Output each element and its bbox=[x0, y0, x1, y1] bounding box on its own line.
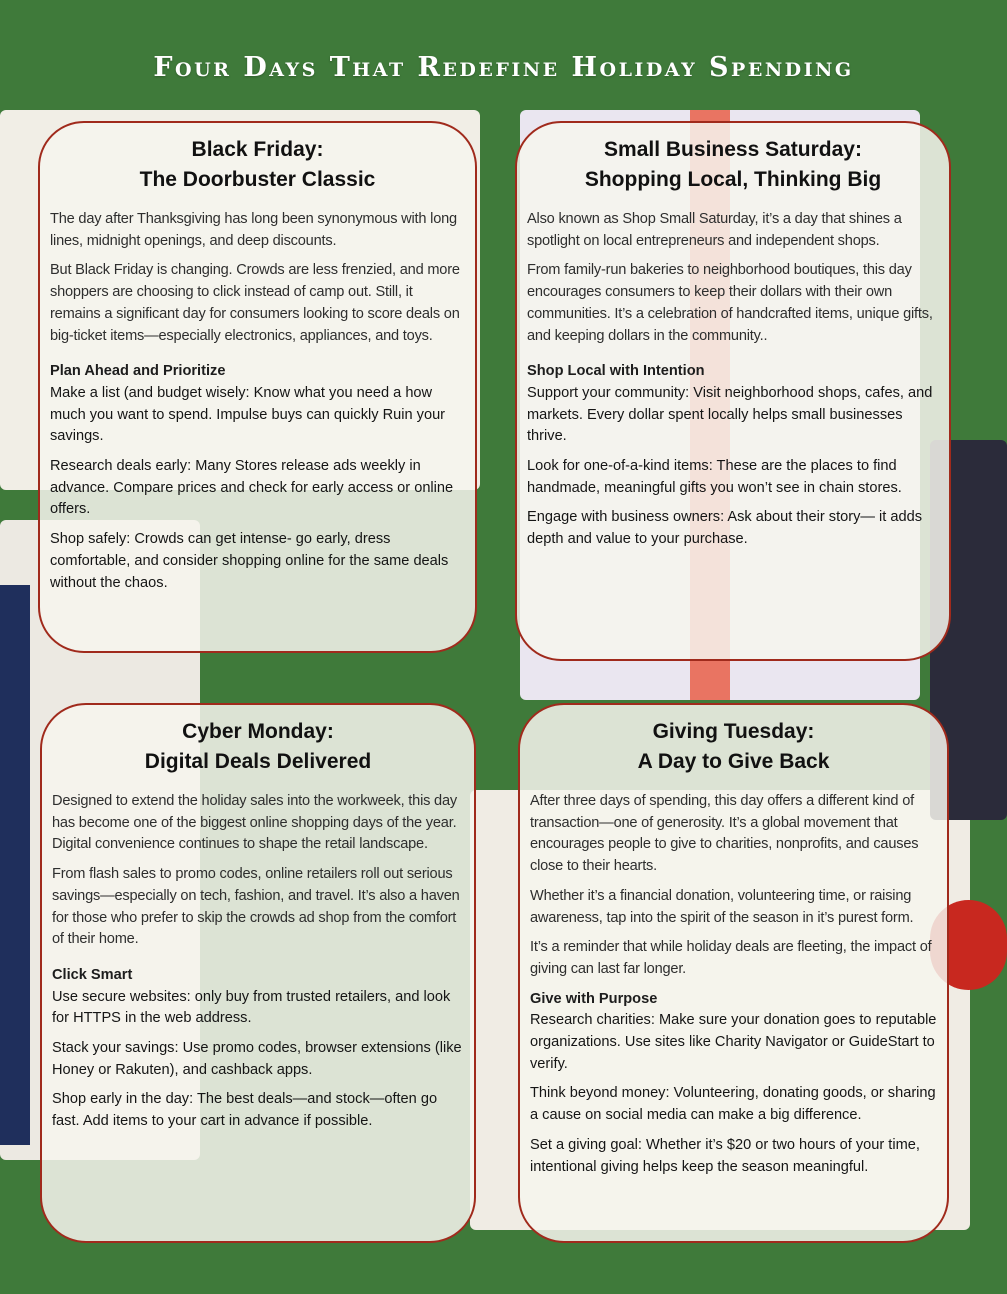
card-paragraph: But Black Friday is changing. Crowds are less frenzied, and more shoppers are choosing to click instead of camp out. Still, it remains a significant day for consumers looking to score deals on big-ticket items—especially electronics, appliances, and toys. bbox=[50, 262, 460, 344]
card-heading bbox=[530, 717, 937, 777]
tip: Use secure websites: only buy from trusted retailers, and look for HTTPS in the web address. bbox=[52, 988, 451, 1027]
card-heading bbox=[527, 135, 939, 195]
card-paragraph: Whether it’s a financial donation, volunteering time, or raising awareness, tap into the spirit of the season in it’s purest form. bbox=[530, 887, 914, 926]
tip: Research deals early: Many Stores release ads weekly in advance. Compare prices and check for early access or online offers. bbox=[50, 458, 454, 518]
card-paragraph: After three days of spending, this day offers a different kind of transaction—one of generosity. It’s a global movement that encourages people to give to charities, nonprofits, and causes close to their hearts. bbox=[530, 793, 919, 875]
ribbon bbox=[0, 585, 30, 1145]
tip: Stack your savings: Use promo codes, browser extensions (like Honey or Rakuten), and cashback apps. bbox=[52, 1040, 462, 1078]
section-title: Give with Purpose bbox=[530, 990, 658, 1007]
section-title: Click Smart bbox=[52, 966, 133, 983]
card-giving-tuesday bbox=[518, 703, 949, 1243]
tip: Make a list (and budget wisely: Know what you need a how much you want to spend. Impulse buys can quickly Ruin your savings. bbox=[50, 384, 446, 445]
card-heading-line2: The Doorbuster Classic bbox=[139, 168, 376, 191]
tip: Shop safely: Crowds can get intense- go early, dress comfortable, and consider shopping online for the same deals without the chaos. bbox=[50, 531, 449, 591]
card-heading-line1: Cyber Monday: bbox=[182, 720, 334, 743]
card-heading-line1: Giving Tuesday: bbox=[652, 720, 815, 743]
card-paragraph: It’s a reminder that while holiday deals are fleeting, the impact of giving can last far longer. bbox=[530, 939, 932, 977]
card-paragraph: Also known as Shop Small Saturday, it’s a day that shines a spotlight on local entrepreneurs and independent shops. bbox=[527, 211, 902, 249]
card-small-business-saturday bbox=[515, 121, 951, 661]
card-heading-line2: A Day to Give Back bbox=[637, 750, 830, 773]
section-title: Shop Local with Intention bbox=[527, 363, 705, 380]
tip: Look for one-of-a-kind items: These are the places to find handmade, meaningful gifts you won’t see in chain stores. bbox=[527, 458, 902, 496]
tip: Think beyond money: Volunteering, donating goods, or sharing a cause on social media can make a big difference. bbox=[530, 1085, 936, 1124]
tip: Set a giving goal: Whether it’s $20 or two hours of your time, intentional giving helps keep the season meaningful. bbox=[530, 1136, 920, 1175]
section-title: Plan Ahead and Prioritize bbox=[50, 363, 226, 380]
card-paragraph: From family-run bakeries to neighborhood boutiques, this day encourages consumers to keep their dollars with their own communities. It’s a celebration of handcrafted items, unique gifts, and keeping dollars in the community.. bbox=[527, 262, 933, 344]
card-heading-line2: Digital Deals Delivered bbox=[144, 750, 372, 773]
tip: Research charities: Make sure your donation goes to reputable organizations. Use sites like Charity Navigator or GuideStart to verify. bbox=[530, 1012, 937, 1072]
card-heading bbox=[50, 135, 465, 195]
page-title: Four Days That Redefine Holiday Spending bbox=[153, 52, 854, 83]
card-paragraph: Designed to extend the holiday sales into the workweek, this day has become one of the biggest online shopping days of the year. Digital convenience continues to shape the retail landscape. bbox=[52, 793, 457, 853]
tip: Engage with business owners: Ask about their story— it adds depth and value to your purchase. bbox=[527, 509, 923, 548]
tip: Shop early in the day: The best deals—and stock—often go fast. Add items to your cart in advance if possible. bbox=[52, 1091, 438, 1130]
card-heading-line2: Shopping Local, Thinking Big bbox=[584, 168, 882, 191]
card-cyber-monday bbox=[40, 703, 476, 1243]
card-paragraph: From flash sales to promo codes, online retailers roll out serious savings—especially on tech, fashion, and travel. It’s also a haven for those who prefer to skip the crowds ad shop from the comfort of their home. bbox=[52, 866, 460, 948]
tip: Support your community: Visit neighborhood shops, cafes, and markets. Every dollar spent locally helps small businesses thrive. bbox=[527, 384, 933, 445]
card-paragraph: The day after Thanksgiving has long been synonymous with long lines, midnight openings, and deep discounts. bbox=[50, 211, 457, 249]
card-heading-line1: Black Friday: bbox=[191, 138, 324, 161]
card-black-friday bbox=[38, 121, 477, 653]
card-heading-line1: Small Business Saturday: bbox=[604, 138, 862, 161]
card-heading bbox=[52, 717, 464, 777]
